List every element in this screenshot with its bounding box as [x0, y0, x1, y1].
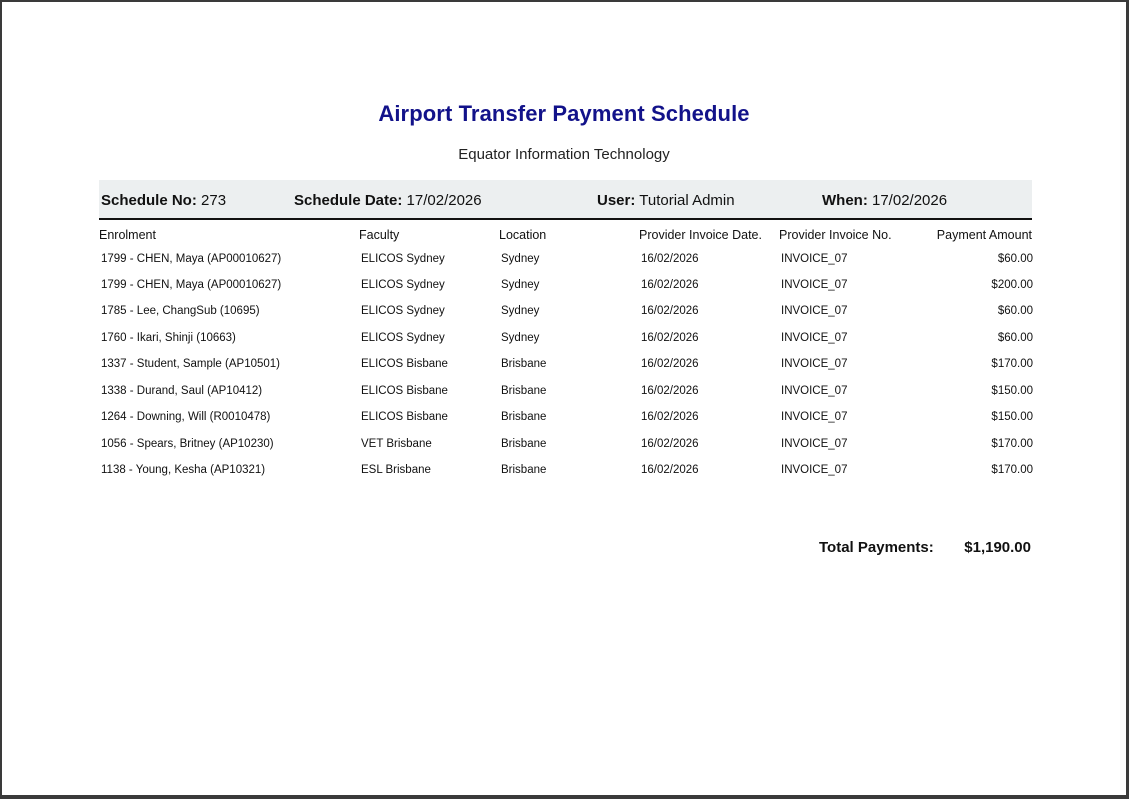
cell-enrolment: 1138 - Young, Kesha (AP10321)	[101, 464, 266, 476]
header-enrolment: Enrolment	[99, 228, 156, 242]
cell-enrolment: 1338 - Durand, Saul (AP10412)	[101, 385, 263, 397]
cell-faculty: ESL Brisbane	[361, 464, 431, 476]
cell-invoice-date: 16/02/2026	[641, 464, 699, 476]
cell-amount: $170.00	[991, 358, 1033, 370]
cell-invoice-no: INVOICE_07	[781, 358, 848, 370]
schedule-info-bar	[99, 180, 1032, 220]
cell-location: Sydney	[501, 332, 540, 344]
cell-location: Sydney	[501, 279, 540, 291]
cell-location: Brisbane	[501, 438, 547, 450]
header-invoice-no: Provider Invoice No.	[779, 228, 892, 242]
cell-enrolment: 1337 - Student, Sample (AP10501)	[101, 358, 281, 370]
schedule-number-value: 273	[201, 192, 227, 209]
cell-amount: $60.00	[997, 332, 1033, 344]
header-location: Location	[499, 228, 547, 242]
header-invoice-date: Provider Invoice Date.	[639, 228, 762, 242]
schedule-date	[294, 192, 482, 209]
cell-enrolment: 1264 - Downing, Will (R0010478)	[101, 411, 271, 423]
when-label: When:	[822, 192, 868, 209]
cell-invoice-no: INVOICE_07	[781, 253, 848, 265]
user-value: Tutorial Admin	[639, 192, 735, 209]
table-row	[2, 385, 1129, 411]
cell-invoice-date: 16/02/2026	[641, 332, 699, 344]
user-label: User:	[597, 192, 636, 209]
cell-location: Sydney	[501, 305, 540, 317]
table-row	[2, 438, 1129, 464]
cell-invoice-date: 16/02/2026	[641, 253, 699, 265]
schedule-user	[597, 192, 735, 209]
cell-invoice-no: INVOICE_07	[781, 332, 848, 344]
cell-amount: $150.00	[991, 411, 1033, 423]
schedule-number	[101, 192, 226, 209]
cell-invoice-no: INVOICE_07	[781, 411, 848, 423]
table-row	[2, 332, 1129, 358]
cell-invoice-no: INVOICE_07	[781, 438, 848, 450]
cell-location: Brisbane	[501, 464, 547, 476]
cell-invoice-no: INVOICE_07	[781, 464, 848, 476]
cell-amount: $60.00	[997, 253, 1033, 265]
table-row	[2, 464, 1129, 490]
cell-location: Brisbane	[501, 358, 547, 370]
schedule-when	[822, 192, 947, 209]
cell-invoice-date: 16/02/2026	[641, 358, 699, 370]
cell-invoice-date: 16/02/2026	[641, 279, 699, 291]
schedule-number-label: Schedule No:	[101, 192, 197, 209]
cell-invoice-date: 16/02/2026	[641, 438, 699, 450]
cell-enrolment: 1785 - Lee, ChangSub (10695)	[101, 305, 260, 317]
cell-invoice-no: INVOICE_07	[781, 385, 848, 397]
cell-faculty: ELICOS Sydney	[361, 305, 445, 317]
schedule-date-value: 17/02/2026	[406, 192, 482, 209]
schedule-date-label: Schedule Date:	[294, 192, 403, 209]
cell-amount: $200.00	[991, 279, 1033, 291]
when-value: 17/02/2026	[872, 192, 948, 209]
report-title: Airport Transfer Payment Schedule	[378, 101, 750, 126]
cell-invoice-no: INVOICE_07	[781, 305, 848, 317]
cell-faculty: ELICOS Bisbane	[361, 358, 448, 370]
cell-amount: $170.00	[991, 464, 1033, 476]
cell-invoice-no: INVOICE_07	[781, 279, 848, 291]
table-row	[2, 279, 1129, 305]
table-row	[2, 253, 1129, 279]
table-row	[2, 358, 1129, 384]
cell-faculty: VET Brisbane	[361, 438, 432, 450]
cell-invoice-date: 16/02/2026	[641, 411, 699, 423]
cell-amount: $150.00	[991, 385, 1033, 397]
total-payments-label: Total Payments:	[819, 539, 934, 556]
cell-invoice-date: 16/02/2026	[641, 385, 699, 397]
cell-invoice-date: 16/02/2026	[641, 305, 699, 317]
cell-location: Brisbane	[501, 385, 547, 397]
cell-location: Brisbane	[501, 411, 547, 423]
cell-enrolment: 1760 - Ikari, Shinji (10663)	[101, 332, 236, 344]
header-payment-amount: Payment Amount	[936, 228, 1032, 242]
cell-enrolment: 1799 - CHEN, Maya (AP00010627)	[101, 253, 282, 265]
cell-faculty: ELICOS Sydney	[361, 332, 445, 344]
cell-enrolment: 1799 - CHEN, Maya (AP00010627)	[101, 279, 282, 291]
cell-faculty: ELICOS Sydney	[361, 279, 445, 291]
header-faculty: Faculty	[359, 228, 400, 242]
cell-faculty: ELICOS Sydney	[361, 253, 445, 265]
table-row	[2, 411, 1129, 437]
table-row	[2, 305, 1129, 331]
total-payments-value: $1,190.00	[964, 539, 1031, 556]
cell-location: Sydney	[501, 253, 540, 265]
cell-amount: $60.00	[997, 305, 1033, 317]
cell-amount: $170.00	[991, 438, 1033, 450]
company-name: Equator Information Technology	[458, 146, 670, 163]
cell-faculty: ELICOS Bisbane	[361, 411, 448, 423]
cell-enrolment: 1056 - Spears, Britney (AP10230)	[101, 438, 274, 450]
cell-faculty: ELICOS Bisbane	[361, 385, 448, 397]
